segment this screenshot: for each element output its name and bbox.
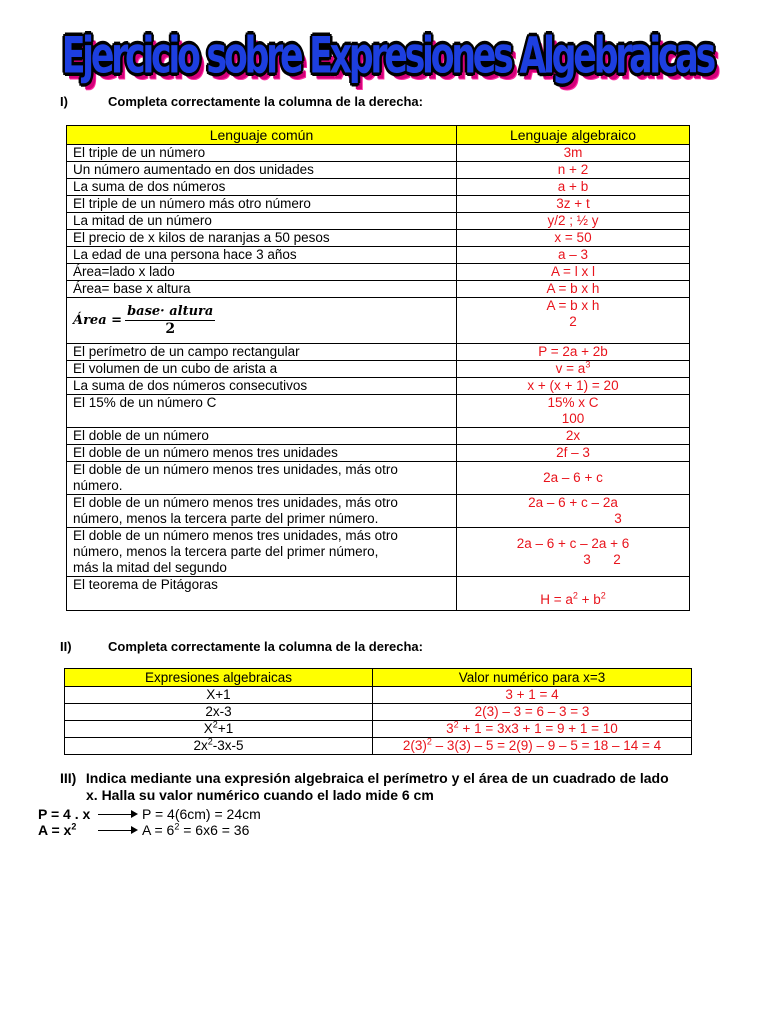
table-row	[67, 213, 690, 230]
column-header-numeric-value: Valor numérico para x=3	[373, 669, 692, 687]
row-text: El precio de x kilos de naranjas a 50 pesos	[67, 230, 457, 247]
row-text	[67, 495, 457, 528]
row-formula	[67, 298, 457, 344]
row-answer: 2x	[457, 428, 690, 445]
area-expression	[38, 822, 98, 838]
row-text: La edad de una persona hace 3 años	[67, 247, 457, 264]
fraction-numerator: base· altura	[127, 304, 214, 319]
table-row	[67, 179, 690, 196]
table-header-row	[65, 669, 692, 687]
row-expression: 2x-3	[65, 704, 373, 721]
table-row	[67, 281, 690, 298]
row-answer: 3 + 1 = 4	[373, 687, 692, 704]
row-text: El perímetro de un campo rectangular	[67, 344, 457, 361]
row-answer: 2a – 6 + c	[457, 462, 690, 495]
row-answer	[373, 738, 692, 755]
text-line-1: El doble de un número menos tres unidades, más otro	[73, 462, 398, 477]
table-row	[67, 462, 690, 495]
table-row	[65, 704, 692, 721]
numeric-value-table	[64, 668, 692, 755]
row-answer: A = l x l	[457, 264, 690, 281]
language-table	[66, 125, 690, 611]
expr-exponent: 2	[212, 719, 218, 730]
row-expression	[65, 738, 373, 755]
answer-exponent: 3	[585, 359, 591, 370]
table-row	[67, 395, 690, 428]
column-header-expressions: Expresiones algebraicas	[65, 669, 373, 687]
table-header-row	[67, 126, 690, 145]
answer-line-2: 2	[569, 314, 577, 329]
fraction-denominator: 2	[165, 321, 176, 337]
section-3-instruction	[60, 770, 750, 804]
answer-exponent-1: 2	[572, 590, 578, 601]
area-answer	[38, 822, 249, 838]
table-row	[67, 445, 690, 462]
table-row	[67, 495, 690, 528]
arrow-icon	[98, 809, 138, 819]
row-answer: y/2 ; ½ y	[457, 213, 690, 230]
table-row	[65, 687, 692, 704]
fraction-lhs: Área =	[73, 312, 123, 328]
table-row	[67, 344, 690, 361]
table-row	[67, 247, 690, 264]
row-text: El teorema de Pitágoras	[67, 577, 457, 611]
expr-base: 2x	[193, 738, 208, 753]
section-1-instruction: Completa correctamente la columna de la derecha:	[108, 94, 423, 109]
row-text: La suma de dos números consecutivos	[67, 378, 457, 395]
row-text: El volumen de un cubo de arista a	[67, 361, 457, 378]
row-answer: x = 50	[457, 230, 690, 247]
row-answer: a – 3	[457, 247, 690, 264]
section-2-number: II)	[60, 639, 72, 654]
expr-exponent: 2	[207, 736, 213, 747]
row-answer	[457, 528, 690, 577]
perimeter-expression: P = 4 . x	[38, 806, 91, 822]
row-text: El doble de un número	[67, 428, 457, 445]
row-answer: 3m	[457, 145, 690, 162]
answer-rest: – 3(3) – 5 = 2(9) – 9 – 5 = 18 – 14 = 4	[431, 738, 662, 753]
table-row	[67, 528, 690, 577]
answer-part-b: + b	[577, 592, 601, 607]
area-expr-base: A = x	[38, 822, 72, 838]
answer-line-1: 15% x C	[547, 395, 599, 410]
row-answer: 3z + t	[457, 196, 690, 213]
text-line-3: más la mitad del segundo	[73, 560, 227, 575]
answer-exponent-2: 2	[600, 590, 606, 601]
section-3-line-1: Indica mediante una expresión algebraica el perímetro y el área de un cuadrado de lado	[85, 770, 669, 786]
row-answer	[457, 395, 690, 428]
area-value	[142, 822, 249, 838]
perimeter-answer	[38, 806, 261, 822]
answer-line-2: 3 2	[583, 552, 621, 567]
answer-line-2: 3	[614, 511, 622, 526]
answer-line-1: 2a – 6 + c – 2a + 6	[516, 536, 630, 551]
table-row	[65, 738, 692, 755]
row-expression	[65, 721, 373, 738]
row-answer: a + b	[457, 179, 690, 196]
table-row	[67, 264, 690, 281]
row-answer	[457, 361, 690, 378]
text-line-2: número, menos la tercera parte del primer número,	[73, 544, 379, 559]
row-answer	[457, 495, 690, 528]
row-expression: X+1	[65, 687, 373, 704]
text-line-1: El doble de un número menos tres unidades, más otro	[73, 495, 398, 510]
answer-rest: + 1 = 3x3 + 1 = 9 + 1 = 10	[458, 721, 618, 736]
row-text	[67, 528, 457, 577]
expr-rest: -3x-5	[212, 738, 244, 753]
expr-rest: +1	[217, 721, 234, 736]
answer-part-a: H = a	[540, 592, 573, 607]
row-answer	[373, 721, 692, 738]
title-banner	[36, 22, 738, 88]
answer-line-1: A = b x h	[546, 298, 600, 313]
area-fraction	[73, 304, 215, 337]
table-row	[67, 145, 690, 162]
row-answer	[457, 298, 690, 344]
table-row	[65, 721, 692, 738]
answer-exponent: 2	[426, 736, 432, 747]
row-answer: n + 2	[457, 162, 690, 179]
row-text: El triple de un número	[67, 145, 457, 162]
fraction-body	[125, 304, 215, 337]
table-row	[67, 230, 690, 247]
section-2-heading	[60, 639, 423, 654]
row-answer: x + (x + 1) = 20	[457, 378, 690, 395]
row-answer: 2(3) – 3 = 6 – 3 = 3	[373, 704, 692, 721]
row-text: El 15% de un número C	[67, 395, 457, 428]
row-text: Un número aumentado en dos unidades	[67, 162, 457, 179]
table-row	[67, 162, 690, 179]
row-answer: P = 2a + 2b	[457, 344, 690, 361]
column-header-algebraic-language: Lenguaje algebraico	[457, 126, 690, 145]
answer-line-1: 2a – 6 + c – 2a	[528, 495, 618, 510]
row-text: Área=lado x lado	[67, 264, 457, 281]
column-header-common-language: Lenguaje común	[67, 126, 457, 145]
row-text: Área= base x altura	[67, 281, 457, 298]
table-row	[67, 361, 690, 378]
expr-base: X	[203, 721, 213, 736]
answer-base: v = a	[555, 361, 586, 376]
section-1-heading	[60, 94, 423, 109]
table-row	[67, 378, 690, 395]
section-2-instruction: Completa correctamente la columna de la derecha:	[108, 639, 423, 654]
row-text: La mitad de un número	[67, 213, 457, 230]
text-line-2: número.	[73, 478, 123, 493]
section-1-number: I)	[60, 94, 68, 109]
answer-base: 3	[446, 721, 454, 736]
answer-base: 2(3)	[402, 738, 427, 753]
table-row	[67, 428, 690, 445]
row-answer	[457, 577, 690, 611]
area-value-rest: = 6x6 = 36	[179, 822, 250, 838]
perimeter-value: P = 4(6cm) = 24cm	[142, 806, 261, 822]
row-answer: 2f – 3	[457, 445, 690, 462]
section-3-line-2: x. Halla su valor numérico cuando el lado mide 6 cm	[86, 787, 434, 803]
row-text: El doble de un número menos tres unidades	[67, 445, 457, 462]
row-answer: A = b x h	[457, 281, 690, 298]
table-row	[67, 196, 690, 213]
text-line-2: número, menos la tercera parte del primer número.	[73, 511, 379, 526]
section-3-number: III)	[60, 770, 77, 786]
arrow-icon	[98, 825, 138, 835]
page-title: Ejercicio sobre Expresiones Algebraicas	[61, 26, 713, 84]
row-text: El triple de un número más otro número	[67, 196, 457, 213]
area-value-base: A = 6	[142, 822, 175, 838]
area-value-exponent: 2	[174, 821, 180, 832]
text-line-1: El doble de un número menos tres unidades, más otro	[73, 528, 398, 543]
table-row	[67, 298, 690, 344]
table-row	[67, 577, 690, 611]
area-expr-exponent: 2	[71, 821, 77, 832]
row-text	[67, 462, 457, 495]
row-text: La suma de dos números	[67, 179, 457, 196]
answer-line-2: 100	[561, 411, 585, 426]
answer-exponent: 2	[453, 719, 459, 730]
